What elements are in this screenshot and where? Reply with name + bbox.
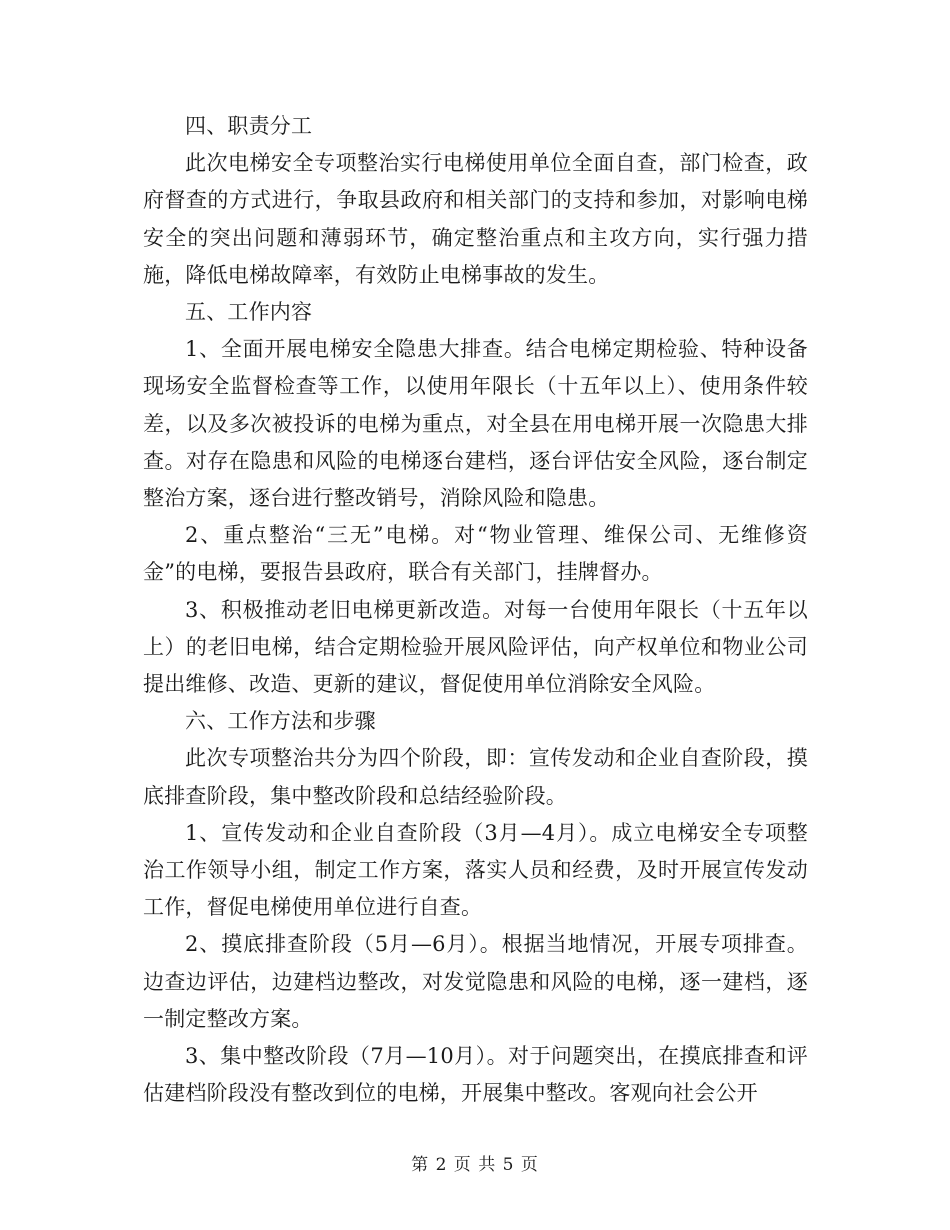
paragraph-stages-overview: 此次专项整治共分为四个阶段，即：宣传发动和企业自查阶段，摸底排查阶段，集中整改阶段和总结经验阶段。: [143, 746, 808, 808]
section-heading-responsibilities: 四、职责分工: [185, 114, 313, 138]
document-body: [143, 108, 808, 1112]
paragraph-stage-2: 2、摸底排查阶段（5月—6月）。根据当地情况，开展专项排查。边查边评估，边建档边整改，对发觉隐患和风险的电梯，逐一建档，逐一制定整改方案。: [143, 932, 808, 1031]
page-number-footer: 第 2 页 共 5 页: [411, 1155, 539, 1175]
paragraph-stage-3: 3、集中整改阶段（7月—10月）。对于问题突出，在摸底排查和评估建档阶段没有整改到位的电梯，开展集中整改。客观向社会公开: [143, 1044, 808, 1106]
paragraph-stage-1: 1、宣传发动和企业自查阶段（3月—4月）。成立电梯安全专项整治工作领导小组，制定工作方案，落实人员和经费，及时开展宣传发动工作，督促电梯使用单位进行自查。: [143, 820, 808, 920]
paragraph-content-item-3: 3、积极推动老旧电梯更新改造。对每一台使用年限长（十五年以上）的老旧电梯，结合定期检验开展风险评估，向产权单位和物业公司提出维修、改造、更新的建议，督促使用单位消除安全风险。: [143, 597, 808, 697]
section-heading-work-content: 五、工作内容: [185, 300, 313, 325]
paragraph-responsibilities: 此次电梯安全专项整治实行电梯使用单位全面自查，部门检查，政府督查的方式进行，争取县政府和相关部门的支持和参加，对影响电梯安全的突出问题和薄弱环节，确定整治重点和主攻方向，实行强力措施，降低电梯故障率，有效防止电梯事故的发生。: [143, 151, 808, 287]
paragraph-content-item-1: 1、全面开展电梯安全隐患大排查。结合电梯定期检验、特种设备现场安全监督检查等工作，以使用年限长（十五年以上）、使用条件较差，以及多次被投诉的电梯为重点，对全县在用电梯开展一次隐患大排查。对存在隐患和风险的电梯逐台建档，逐台评估安全风险，逐台制定整治方案，逐台进行整改销号，消除风险和隐患。: [143, 337, 808, 511]
section-heading-methods-steps: 六、工作方法和步骤: [185, 709, 376, 734]
paragraph-content-item-2: 2、重点整治“三无”电梯。对“物业管理、维保公司、无维修资金”的电梯，要报告县政府，联合有关部门，挂牌督办。: [143, 523, 808, 585]
